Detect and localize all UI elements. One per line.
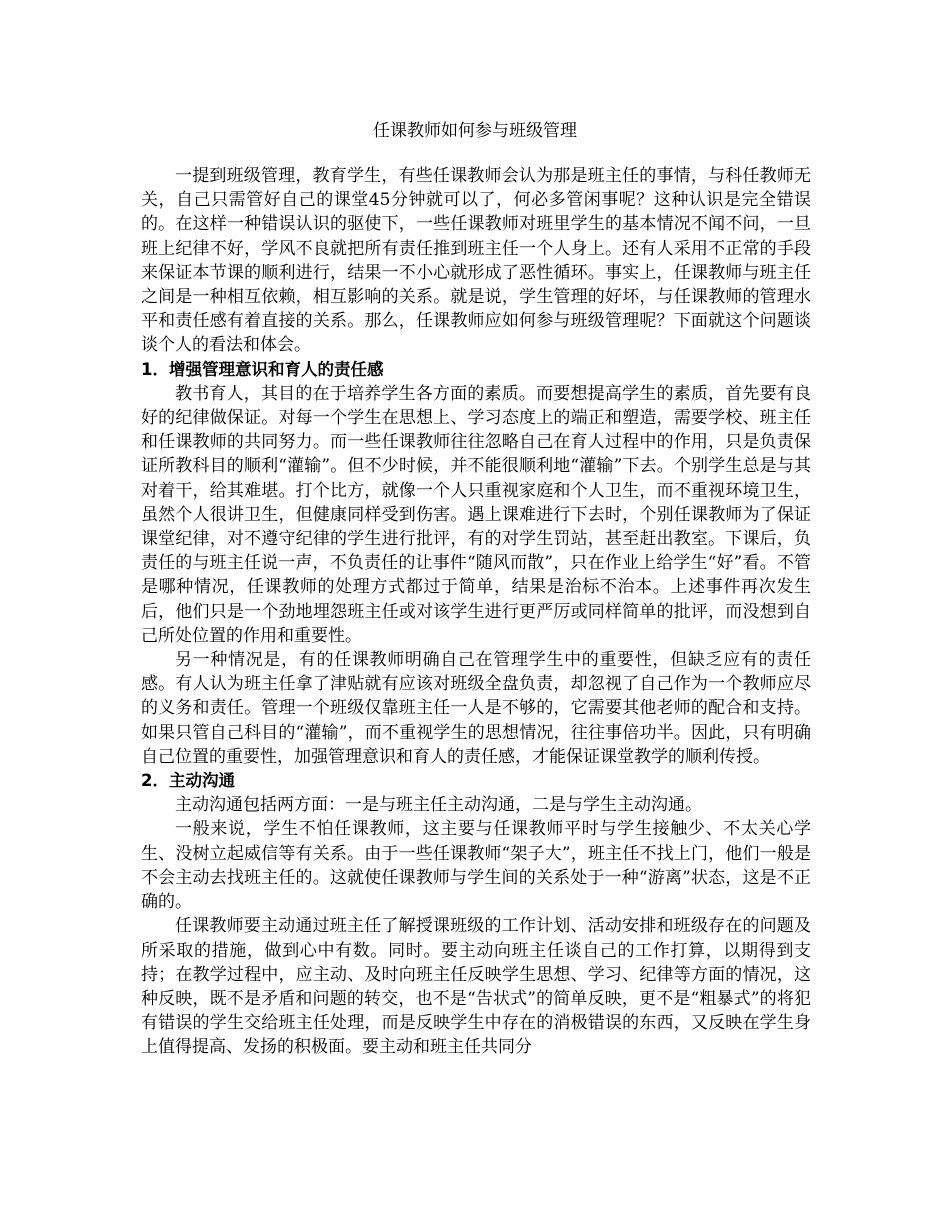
section-1-paragraph-1: 教书育人，其目的在于培养学生各方面的素质。而要想提高学生的素质，首先要有良好的纪律做保证。对每一个学生在思想上、学习态度上的端正和塑造，需要学校、班主任和任课教师的共同努力。而一些任课教师往往忽略自己在育人过程中的作用，只是负责保证所教科目的顺利“灌输”。但不少时候，并不能很顺利地“灌输”下去。个别学生总是与其对着干，给其难堪。打个比方，就像一个人只重视家庭和个人卫生，而不重视环境卫生，虽然个人很讲卫生，但健康同样受到伤害。遇上课难进行下去时，个别任课教师为了保证课堂纪律，对不遵守纪律的学生进行批评，有的对学生罚站，甚至赶出教室。下课后，负责任的与班主任说一声，不负责任的让事件“随风而散”，只在作业上给学生“好”看。不管是哪种情况，任课教师的处理方式都过于简单，结果是治标不治本。上述事件再次发生后，他们只是一个劲地埋怨班主任或对该学生进行更严厉或同样简单的批评，而没想到自己所处位置的作用和重要性。 <box>141 383 811 646</box>
section-2-paragraph-1: 主动沟通包括两方面：一是与班主任主动沟通，二是与学生主动沟通。 <box>175 795 702 816</box>
section-2-paragraph-2: 一般来说，学生不怕任课教师，这主要与任课教师平时与学生接触少、不太关心学生、没树立起威信等有关系。由于一些任课教师“架子大”，班主任不找上门，他们一般是不会主动去找班主任的。这就使任课教师与学生间的关系处于一种“游离”状态，这是不正确的。 <box>141 819 811 913</box>
intro-paragraph: 一提到班级管理，教育学生，有些任课教师会认为那是班主任的事情，与科任教师无关，自己只需管好自己的课堂45分钟就可以了，何必多管闲事呢？这种认识是完全错误的。在这样一种错误认识的驱使下，一些任课教师对班里学生的基本情况不闻不问，一旦班上纪律不好，学风不良就把所有责任推到班主任一个人身上。还有人采用不正常的手段来保证本节课的顺利进行，结果一不小心就形成了恶性循环。事实上，任课教师与班主任之间是一种相互依赖，相互影响的关系。就是说，学生管理的好坏，与任课教师的管理水平和责任感有着直接的关系。那么，任课教师应如何参与班级管理呢？下面就这个问题谈谈个人的看法和体会。 <box>141 166 811 356</box>
section-2-paragraph-3: 任课教师要主动通过班主任了解授课班级的工作计划、活动安排和班级存在的问题及所采取的措施，做到心中有数。同时。要主动向班主任谈自己的工作打算，以期得到支持；在教学过程中，应主动、及时向班主任反映学生思想、学习、纪律等方面的情况，这种反映，既不是矛盾和问题的转交，也不是“告状式”的简单反映，更不是“粗暴式”的将犯有错误的学生交给班主任处理，而是反映学生中存在的消极错误的东西，又反映在学生身上值得提高、发扬的积极面。要主动和班主任共同分 <box>141 916 811 1058</box>
document-body <box>141 164 811 1060</box>
section-2-heading: 2．主动沟通 <box>141 771 235 791</box>
section-1-paragraph-2: 另一种情况是，有的任课教师明确自己在管理学生中的重要性，但缺乏应有的责任感。有人认为班主任拿了津贴就有应该对班级全盘负责，却忽视了自己作为一个教师应尽的义务和责任。管理一个班级仅靠班主任一人是不够的，它需要其他老师的配合和支持。如果只管自己科目的“灌输”，而不重视学生的思想情况，往往事倍功半。因此，只有明确自己位置的重要性，加强管理意识和育人的责任感，才能保证课堂教学的顺利传授。 <box>141 650 811 767</box>
document-title: 任课教师如何参与班级管理 <box>373 121 577 141</box>
section-1-heading: 1．增强管理意识和育人的责任感 <box>141 359 384 379</box>
